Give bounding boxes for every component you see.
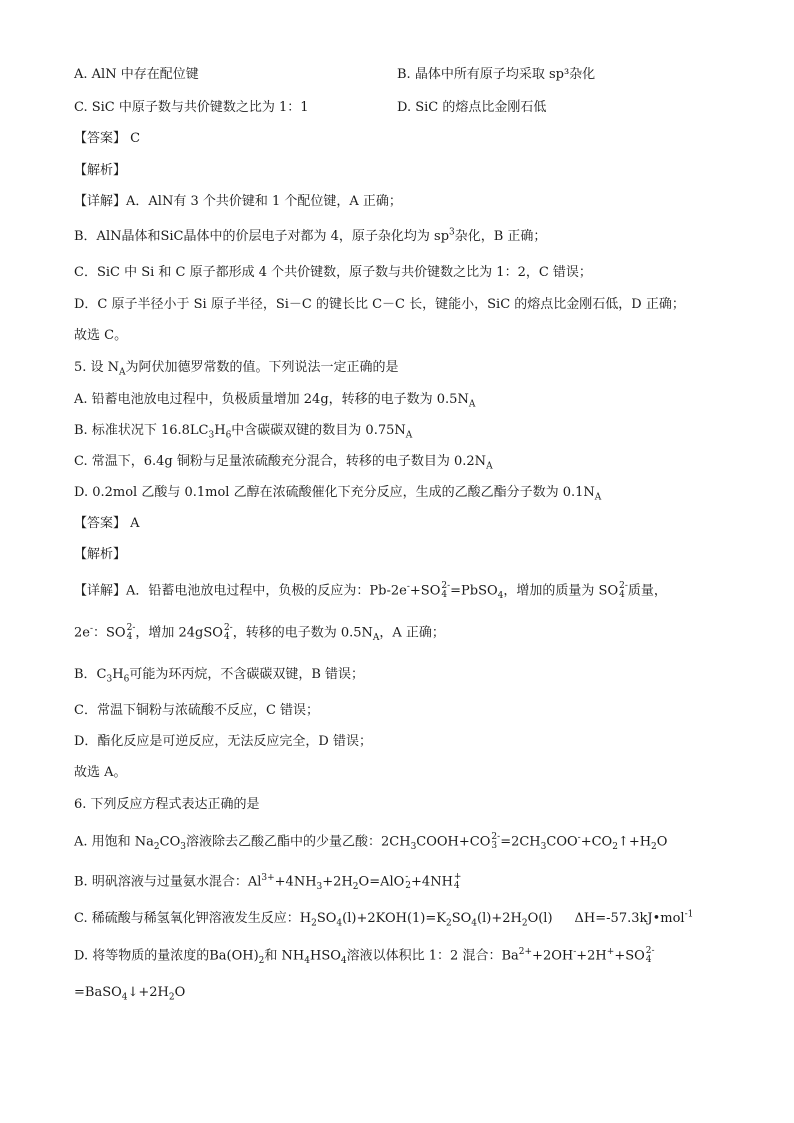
q5-option-d — [74, 484, 601, 502]
ion-charge — [619, 582, 628, 600]
option-text: H — [214, 423, 226, 438]
charge: 2- — [619, 581, 628, 591]
subscript: 4 — [121, 992, 128, 1003]
q5-detail-line-3 — [74, 666, 364, 684]
subscript: 2 — [521, 918, 528, 929]
subscript: 3 — [410, 842, 417, 853]
subscript: 4 — [441, 590, 448, 600]
option-text: =2CH — [500, 834, 541, 850]
option-text: C. 稀硫酸与稀氢氧化钾溶液发生反应：H — [74, 911, 312, 926]
superscript: -1 — [684, 909, 694, 920]
subscript: A — [468, 399, 476, 410]
q5-detail-line-2 — [74, 624, 445, 643]
option-text: SO — [451, 911, 472, 926]
detail-text: ，增加的质量为 SO — [503, 583, 619, 599]
charge: 2- — [126, 623, 136, 633]
subscript: A — [594, 492, 602, 503]
q6-stem: 6. 下列反应方程式表达正确的是 — [74, 797, 260, 812]
subscript: 2 — [651, 842, 657, 853]
charge: 2- — [645, 946, 655, 956]
q4-detail-line-2 — [74, 228, 546, 246]
subscript: 4 — [223, 632, 230, 642]
option-text: CO — [159, 834, 181, 850]
detail-text: H — [112, 667, 124, 682]
detail-label: 【详解】 — [74, 194, 127, 209]
subscript: A — [372, 633, 380, 644]
detail-text: =PbSO — [450, 583, 498, 599]
q5-stem — [74, 359, 399, 377]
detail-text: ，增加 24gSO — [135, 625, 223, 641]
detail-text: A．AlN有 3 个共价键和 1 个配位键，A 正确； — [126, 194, 402, 209]
q4-answer — [74, 130, 140, 148]
q4-option-d: D. SiC 的熔点比金刚石低 — [397, 100, 547, 115]
subscript: 2 — [612, 842, 618, 853]
superscript: - — [577, 833, 581, 844]
q5-answer — [74, 515, 140, 533]
option-text: +2H — [322, 874, 353, 890]
q4-analysis-label: 【解析】 — [74, 163, 127, 178]
subscript: 4 — [471, 918, 478, 929]
answer-value: C — [130, 131, 141, 146]
detail-text: ：SO — [93, 625, 126, 641]
detail-text: ，转移的电子数为 0.5N — [232, 625, 373, 641]
subscript: 3 — [540, 842, 547, 853]
detail-text: B．AlN晶体和SiC晶体中的价层电子对都为 4，原子杂化均为 sp — [74, 229, 450, 244]
q5-detail-line-5: D．酯化反应是可逆反应，无法反应完全，D 错误； — [74, 734, 372, 749]
subscript: A — [405, 430, 413, 441]
q4-detail-line-1 — [74, 193, 402, 211]
option-text: (l)+2KOH(1)=K — [342, 911, 446, 926]
charge: 2- — [491, 832, 501, 842]
option-text: +2OH — [532, 948, 574, 964]
detail-label: 【详解】 — [74, 583, 127, 599]
ion-charge — [454, 873, 462, 891]
subscript: 3 — [180, 842, 186, 853]
superscript: - — [406, 582, 410, 593]
subscript: 4 — [126, 632, 133, 642]
option-text: B. 标准状况下 16.8LC — [74, 423, 209, 438]
subscript: 4 — [340, 956, 347, 967]
subscript: 2 — [168, 992, 175, 1003]
answer-value: A — [130, 516, 140, 531]
option-text: HSO — [310, 948, 341, 964]
superscript: 2+ — [518, 947, 533, 958]
option-text: ↑+H — [617, 834, 652, 850]
subscript: 3 — [208, 430, 215, 441]
subscript: 6 — [123, 674, 130, 685]
subscript: 6 — [225, 430, 232, 441]
detail-text: A．铅蓄电池放电过程中，负极的反应为：Pb-2e — [126, 583, 407, 599]
superscript: 3+ — [261, 873, 275, 884]
charge: 2- — [441, 581, 451, 591]
superscript: + — [606, 947, 615, 958]
option-text: C. 常温下，6.4g 铜粉与足量浓硫酸充分混合，转移的电子数目为 0.2N — [74, 454, 487, 469]
detail-text: 可能为环丙烷，不含碳碳双键，B 错误； — [129, 667, 365, 682]
detail-text: +SO — [409, 583, 441, 599]
ion-charge — [491, 833, 500, 851]
ion-charge — [224, 624, 233, 642]
option-text: (l)+2H — [477, 911, 522, 926]
q6-option-c — [74, 910, 693, 928]
option-text: ↓+2H — [127, 985, 169, 1000]
subscript: 4 — [497, 591, 504, 602]
subscript: 2 — [258, 956, 265, 967]
subscript: A — [486, 461, 493, 472]
stem-text: 5. 设 N — [74, 360, 120, 375]
option-text: O=AlO — [358, 874, 405, 890]
stem-text: 为阿伏加德罗常数的值。下列说法一定正确的是 — [125, 360, 399, 375]
subscript: 2 — [445, 918, 452, 929]
superscript: - — [89, 624, 94, 635]
q6-option-a — [74, 833, 667, 852]
ion-charge — [441, 582, 450, 600]
q4-option-b: B. 晶体中所有原子均采取 sp³杂化 — [397, 67, 596, 82]
subscript: 2 — [352, 882, 359, 893]
option-text: 中含碳碳双键的数目为 0.75N — [231, 423, 406, 438]
option-text: 和 NH — [264, 948, 305, 964]
option-text: D. 将等物质的量浓度的Ba(OH) — [74, 948, 259, 964]
q6-option-b — [74, 873, 461, 892]
detail-text: ，A 正确； — [379, 625, 445, 641]
option-text: D. 0.2mol 乙酸与 0.1mol 乙醇在浓硫酸催化下充分反应，生成的乙酸乙酯分子数为 0.1N — [74, 485, 595, 500]
q4-option-c: C. SiC 中原子数与共价键数之比为 1：1 — [74, 100, 309, 115]
q4-detail-line-4: D．C 原子半径小于 Si 原子半径，Si－C 的键长比 C－C 长，键能小，SiC 的熔点比金刚石低，D 正确； — [74, 297, 685, 312]
subscript: 4 — [619, 590, 625, 600]
option-text: COO — [546, 834, 578, 850]
q4-conclusion: 故选 C。 — [74, 328, 128, 343]
option-text: +CO — [580, 834, 613, 850]
q6-option-d-continued — [74, 984, 185, 1002]
subscript: 4 — [453, 881, 460, 891]
subscript: 4 — [304, 956, 310, 967]
option-text: COOH+CO — [416, 834, 491, 850]
superscript: 3 — [449, 227, 455, 238]
q5-analysis-label: 【解析】 — [74, 547, 127, 562]
detail-text: 质量， — [627, 583, 667, 599]
option-text: +4NH — [274, 874, 317, 890]
subscript: 2 — [311, 918, 317, 929]
option-text: +2H — [576, 948, 607, 964]
q5-option-a — [74, 391, 475, 409]
option-text: O(l) — [527, 911, 553, 926]
option-text: O — [656, 834, 668, 850]
ion-charge — [646, 947, 655, 965]
option-text: B. 明矾溶液与过量氨水混合：Al — [74, 874, 262, 890]
detail-text: 杂化，B 正确； — [454, 229, 547, 244]
subscript: 3 — [316, 882, 323, 893]
q5-option-c — [74, 453, 493, 471]
answer-label: 【答案】 — [74, 516, 127, 531]
charge: - — [405, 872, 409, 882]
option-text: 溶液以体积比 1：2 混合：Ba — [346, 948, 519, 964]
q5-conclusion: 故选 A。 — [74, 765, 127, 780]
superscript: - — [573, 947, 577, 958]
subscript: 3 — [491, 841, 498, 851]
charge: + — [453, 872, 462, 882]
option-text: A. 用饱和 Na — [74, 834, 154, 850]
subscript: 4 — [336, 918, 343, 929]
option-text: ΔH=-57.3kJ•mol — [574, 911, 685, 926]
subscript: 2 — [153, 842, 160, 853]
option-text: +4NH — [411, 874, 453, 890]
option-text: +SO — [614, 948, 645, 964]
subscript: 4 — [645, 955, 652, 965]
option-text: A. 铅蓄电池放电过程中，负极质量增加 24g，转移的电子数为 0.5N — [74, 392, 469, 407]
q4-option-a: A. AlN 中存在配位键 — [74, 67, 199, 82]
option-text: =BaSO — [74, 985, 122, 1000]
q4-detail-line-3: C．SiC 中 Si 和 C 原子都形成 4 个共价键数，原子数与共价键数之比为 1：2，C 错误； — [74, 265, 592, 280]
charge: 2- — [223, 623, 233, 633]
subscript: A — [119, 367, 126, 378]
detail-text: B．C — [74, 667, 107, 682]
q6-option-d — [74, 947, 655, 966]
subscript: 2 — [405, 881, 412, 891]
q5-option-b — [74, 422, 412, 440]
q5-detail-line-1 — [74, 582, 667, 601]
answer-label: 【答案】 — [74, 131, 127, 146]
option-text: SO — [316, 911, 337, 926]
subscript: 3 — [106, 674, 113, 685]
q5-detail-line-4: C．常温下铜粉与浓硫酸不反应，C 错误； — [74, 703, 320, 718]
option-text: O — [174, 985, 186, 1000]
detail-text: 2e — [74, 625, 90, 641]
option-text: 溶液除去乙酸乙酯中的少量乙酸：2CH — [186, 834, 411, 850]
